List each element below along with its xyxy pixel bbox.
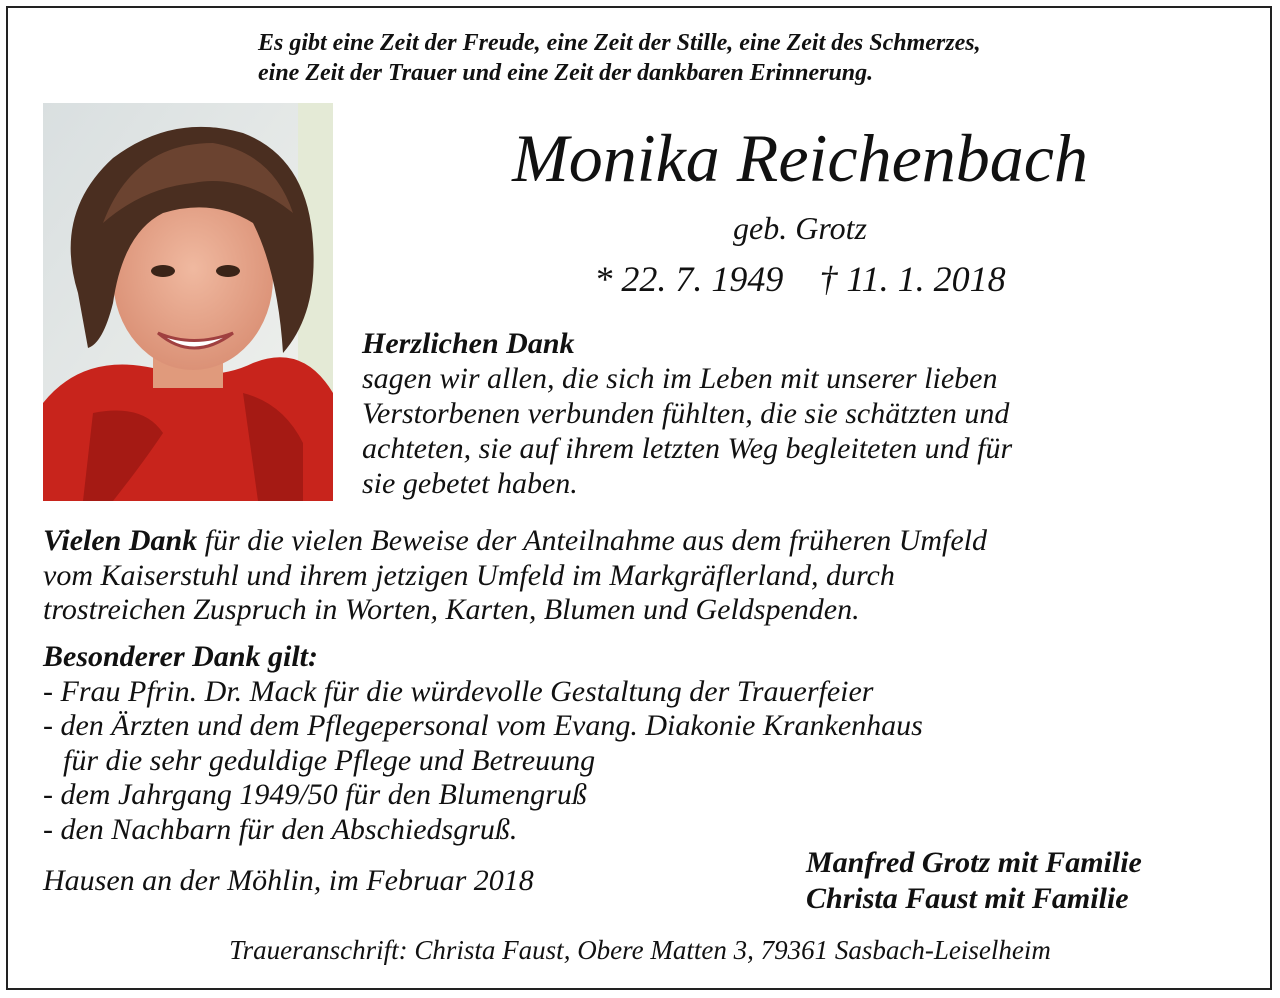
deceased-name: Monika Reichenbach [512, 120, 1088, 196]
special-thanks-item: für die sehr geduldige Pflege und Betreuung [63, 743, 596, 777]
life-dates: * 22. 7. 1949 † 11. 1. 2018 [594, 259, 1006, 299]
thanks-line: sie gebetet haben. [362, 467, 578, 500]
birth-name: geb. Grotz [733, 210, 867, 246]
thanks-line: sagen wir allen, die sich im Leben mit unserer lieben [362, 362, 998, 395]
thanks-line: achteten, sie auf ihrem letzten Weg begleiteten und für [362, 432, 1013, 465]
mourning-address: Traueranschrift: Christa Faust, Obere Matten 3, 79361 Sasbach-Leiselheim [229, 935, 1051, 965]
special-thanks-block [43, 640, 1243, 847]
many-thanks-line-1: für die vielen Beweise der Anteilnahme aus dem früheren Umfeld [197, 524, 988, 557]
signatures [806, 845, 1142, 917]
thanks-heading: Herzlichen Dank [362, 327, 575, 360]
thanks-line: Verstorbenen verbunden fühlten, die sie schätzten und [362, 397, 1010, 430]
special-thanks-heading: Besonderer Dank gilt: [43, 640, 319, 673]
many-thanks-line-2: vom Kaiserstuhl und ihrem jetzigen Umfeld im Markgräflerland, durch [43, 558, 895, 592]
signature-line: Christa Faust mit Familie [806, 882, 1129, 915]
special-thanks-item: - Frau Pfrin. Dr. Mack für die würdevolle Gestaltung der Trauerfeier [43, 674, 874, 708]
many-thanks-lead: Vielen Dank [43, 524, 198, 557]
many-thanks-block [43, 524, 1243, 628]
place-date: Hausen an der Möhlin, im Februar 2018 [43, 864, 534, 897]
special-thanks-item: - den Nachbarn für den Abschiedsgruß. [43, 812, 518, 846]
motto-line-1: Es gibt eine Zeit der Freude, eine Zeit der Stille, eine Zeit des Schmerzes, [258, 30, 981, 56]
portrait-photo [43, 103, 333, 501]
thanks-block [362, 326, 1242, 501]
special-thanks-item: - dem Jahrgang 1949/50 für den Blumengruß [43, 778, 587, 811]
motto [258, 28, 981, 88]
signature-line: Manfred Grotz mit Familie [806, 846, 1142, 879]
special-thanks-item: - den Ärzten und dem Pflegepersonal vom Evang. Diakonie Krankenhaus [43, 709, 923, 742]
motto-line-2: eine Zeit der Trauer und eine Zeit der dankbaren Erinnerung. [258, 60, 874, 86]
many-thanks-line-3: trostreichen Zuspruch in Worten, Karten, Blumen und Geldspenden. [43, 593, 860, 626]
